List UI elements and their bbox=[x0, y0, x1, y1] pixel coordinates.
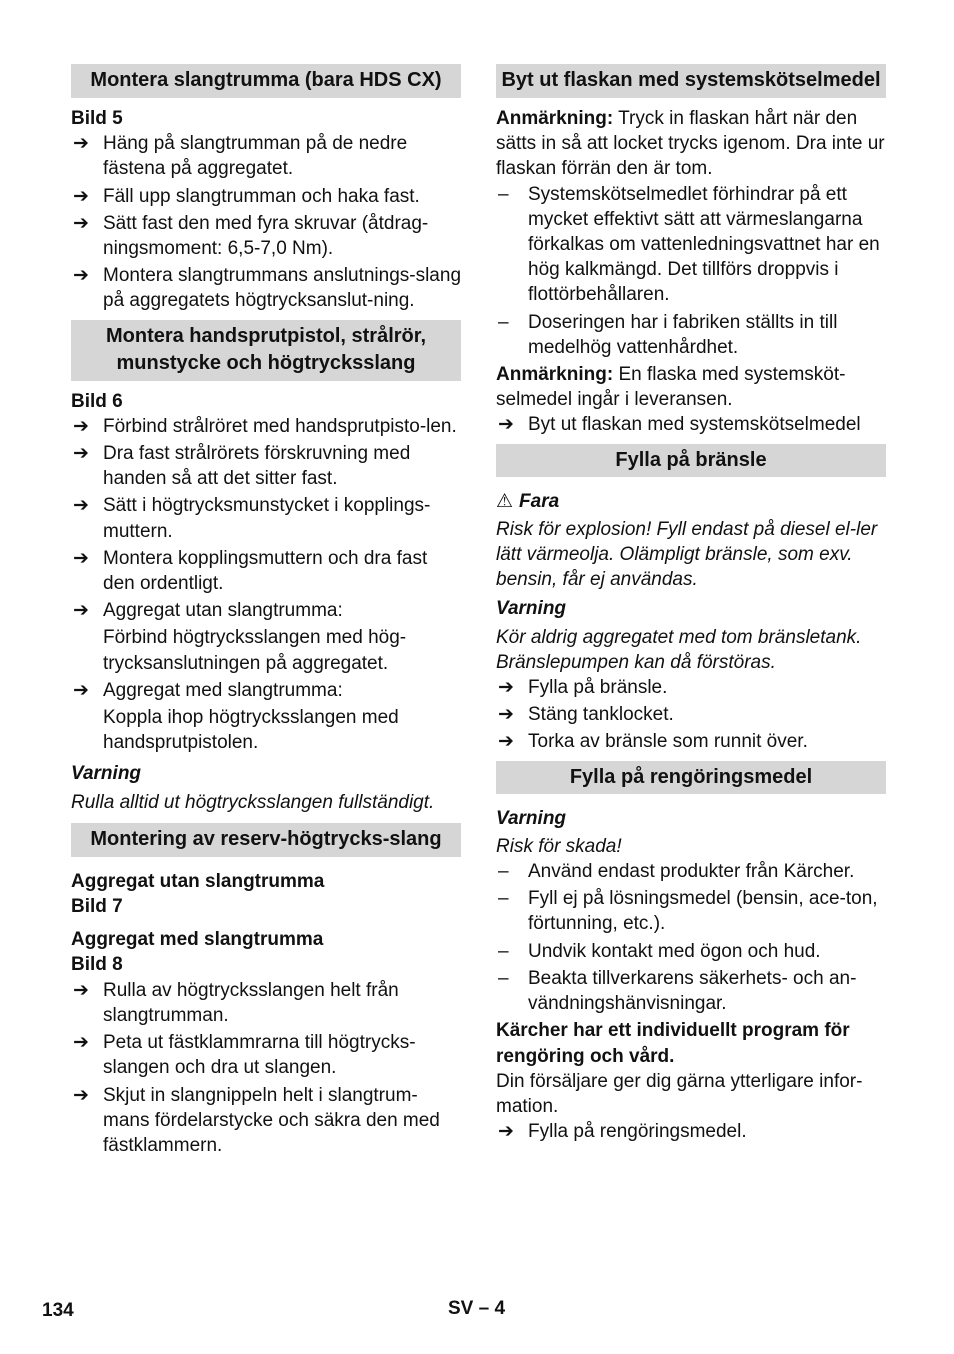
list-item: ➔ Stäng tanklocket. bbox=[496, 702, 886, 727]
warning-label: Varning bbox=[496, 807, 567, 829]
arrow-icon: ➔ bbox=[73, 979, 89, 1001]
arrow-icon: ➔ bbox=[73, 679, 89, 701]
danger-label: ⚠ Fara bbox=[496, 489, 886, 514]
note-paragraph: Anmärkning: En flaska med systemsköt-selmedel ingår i leveransen. bbox=[496, 364, 846, 411]
section-heading-flaskan: Byt ut flaskan med systemskötselmedel bbox=[496, 64, 886, 98]
dash-item: – Fyll ej på lösningsmedel (bensin, ace-ton, förtunning, etc.). bbox=[498, 888, 878, 935]
arrow-icon: ➔ bbox=[73, 495, 89, 517]
section-heading-slangtrumma: Montera slangtrumma (bara HDS CX) bbox=[71, 64, 461, 98]
dash-icon: – bbox=[498, 861, 509, 883]
dash-icon: – bbox=[498, 183, 509, 205]
list-item: ➔ Rulla av högtrycksslangen helt från slangtrumman. bbox=[73, 979, 399, 1026]
list-item: ➔ Fylla på rengöringsmedel. bbox=[496, 1119, 886, 1144]
arrow-icon: ➔ bbox=[498, 414, 514, 436]
list-item-detail: Koppla ihop högtrycksslangen med handsprutpistolen. bbox=[103, 707, 399, 754]
section-heading-reserv-slang: Montering av reserv-högtrycks-slang bbox=[71, 823, 461, 857]
arrow-icon: ➔ bbox=[498, 677, 514, 699]
danger-text: Risk för explosion! Fyll endast på diesel el-ler lätt värmeolja. Olämpligt bränsle, som exv. bensin, får ej användas. bbox=[496, 518, 878, 591]
dash-item: – Använd endast produkter från Kärcher. bbox=[496, 859, 886, 884]
subheading: Aggregat utan slangtrumma bbox=[71, 870, 325, 892]
arrow-icon: ➔ bbox=[73, 547, 89, 569]
arrow-icon: ➔ bbox=[73, 1032, 89, 1054]
warning-label: Varning bbox=[71, 763, 142, 785]
list-item: ➔ Aggregat med slangtrumma: bbox=[71, 678, 461, 703]
list-item: ➔ Förbind strålröret med handsprutpisto-len. bbox=[71, 414, 461, 439]
list-item: ➔ Skjut in slangnippeln helt i slangtrum-mans fördelarstycke och säkra den med fästklammern. bbox=[73, 1084, 440, 1156]
section-page: – 4 bbox=[478, 1298, 506, 1319]
dealer-note: Din försäljare ger dig gärna ytterligare infor-mation. bbox=[496, 1070, 863, 1117]
dash-icon: – bbox=[498, 888, 509, 910]
arrow-icon: ➔ bbox=[73, 600, 89, 622]
dash-item: – Undvik kontakt med ögon och hud. bbox=[496, 939, 886, 964]
arrow-icon: ➔ bbox=[73, 265, 89, 287]
dash-item: – Systemskötselmedlet förhindrar på ett mycket effektivt sätt att värmeslangarna förkalkas om vattenledningsvattnet har en hög kalkmängd. Det tillförs droppvis i flottörbehållaren. bbox=[498, 183, 880, 306]
right-column bbox=[496, 64, 886, 1146]
program-note: Kärcher har ett individuellt program för rengöring och vård. bbox=[496, 1020, 850, 1067]
arrow-icon: ➔ bbox=[73, 212, 89, 234]
arrow-icon: ➔ bbox=[73, 415, 89, 437]
arrow-icon: ➔ bbox=[73, 443, 89, 465]
section-heading-bransle: Fylla på bränsle bbox=[496, 444, 886, 477]
dash-item: – Beakta tillverkarens säkerhets- och an-vändningshänvisningar. bbox=[498, 967, 857, 1015]
figure-ref: Bild 8 bbox=[71, 954, 123, 976]
warning-triangle-icon: ⚠ bbox=[496, 490, 514, 512]
arrow-icon: ➔ bbox=[498, 731, 514, 753]
list-item: ➔ Fylla på bränsle. bbox=[496, 675, 886, 700]
list-item: ➔ Torka av bränsle som runnit över. bbox=[496, 729, 886, 754]
dash-icon: – bbox=[498, 311, 509, 333]
list-item: ➔ Häng på slangtrumman på de nedre fästena på aggregatet. bbox=[73, 133, 408, 180]
warning-text: Kör aldrig aggregatet med tom bränsletank. Bränslepumpen kan då förstöras. bbox=[496, 626, 862, 673]
list-item: ➔ Fäll upp slangtrumman och haka fast. bbox=[71, 184, 461, 209]
left-column bbox=[71, 64, 461, 1160]
list-item: ➔ Dra fast strålrörets förskruvning med handen så att det sitter fast. bbox=[73, 443, 411, 490]
dash-item: – Doseringen har i fabriken ställts in till medelhög vattenhårdhet. bbox=[498, 311, 838, 358]
list-item: ➔ Aggregat utan slangtrumma: bbox=[71, 598, 461, 623]
list-item-detail: Förbind högtrycksslangen med hög-trycksanslutningen på aggregatet. bbox=[103, 627, 407, 674]
note-paragraph: Anmärkning: Tryck in flaskan hårt när den sätts in så att locket trycks igenom. Dra inte ur flaskan förrän den är tom. bbox=[496, 108, 885, 180]
list-item: ➔ Montera slangtrummans anslutnings-slang på aggregatets högtrycksanslut-ning. bbox=[73, 265, 462, 312]
warning-label: Varning bbox=[496, 598, 567, 620]
list-item: ➔ Montera kopplingsmuttern och dra fast den ordentligt. bbox=[73, 547, 428, 595]
list-item: ➔ Sätt i högtrycksmunstycket i kopplings-muttern. bbox=[73, 495, 431, 542]
section-heading-rengoringsmedel: Fylla på rengöringsmedel bbox=[496, 761, 886, 794]
arrow-icon: ➔ bbox=[498, 704, 514, 726]
arrow-icon: ➔ bbox=[498, 1121, 514, 1143]
figure-ref: Bild 6 bbox=[71, 390, 123, 412]
warning-text: Rulla alltid ut högtrycksslangen fullständigt. bbox=[71, 791, 435, 813]
subheading: Aggregat med slangtrumma bbox=[71, 929, 324, 951]
arrow-icon: ➔ bbox=[73, 185, 89, 207]
arrow-icon: ➔ bbox=[73, 133, 89, 155]
arrow-icon: ➔ bbox=[73, 1084, 89, 1106]
dash-icon: – bbox=[498, 940, 509, 962]
list-item: ➔ Peta ut fästklammrarna till högtrycks-slangen och dra ut slangen. bbox=[73, 1032, 416, 1079]
list-item: ➔ Sätt fast den med fyra skruvar (åtdrag-ningsmoment: 6,5-7,0 Nm). bbox=[73, 212, 429, 260]
figure-ref: Bild 7 bbox=[71, 896, 123, 918]
figure-ref: Bild 5 bbox=[71, 108, 123, 129]
warning-text: Risk för skada! bbox=[496, 835, 622, 857]
list-item: ➔ Byt ut flaskan med systemskötselmedel bbox=[496, 412, 886, 437]
page-number: 134 bbox=[42, 1300, 74, 1321]
section-heading-handsprutpistol: Montera handsprutpistol, strålrör, munstycke och högtrycksslang bbox=[71, 320, 461, 381]
dash-icon: – bbox=[498, 967, 509, 989]
language-code: SV bbox=[448, 1298, 474, 1319]
page-footer-ref bbox=[448, 1296, 505, 1321]
